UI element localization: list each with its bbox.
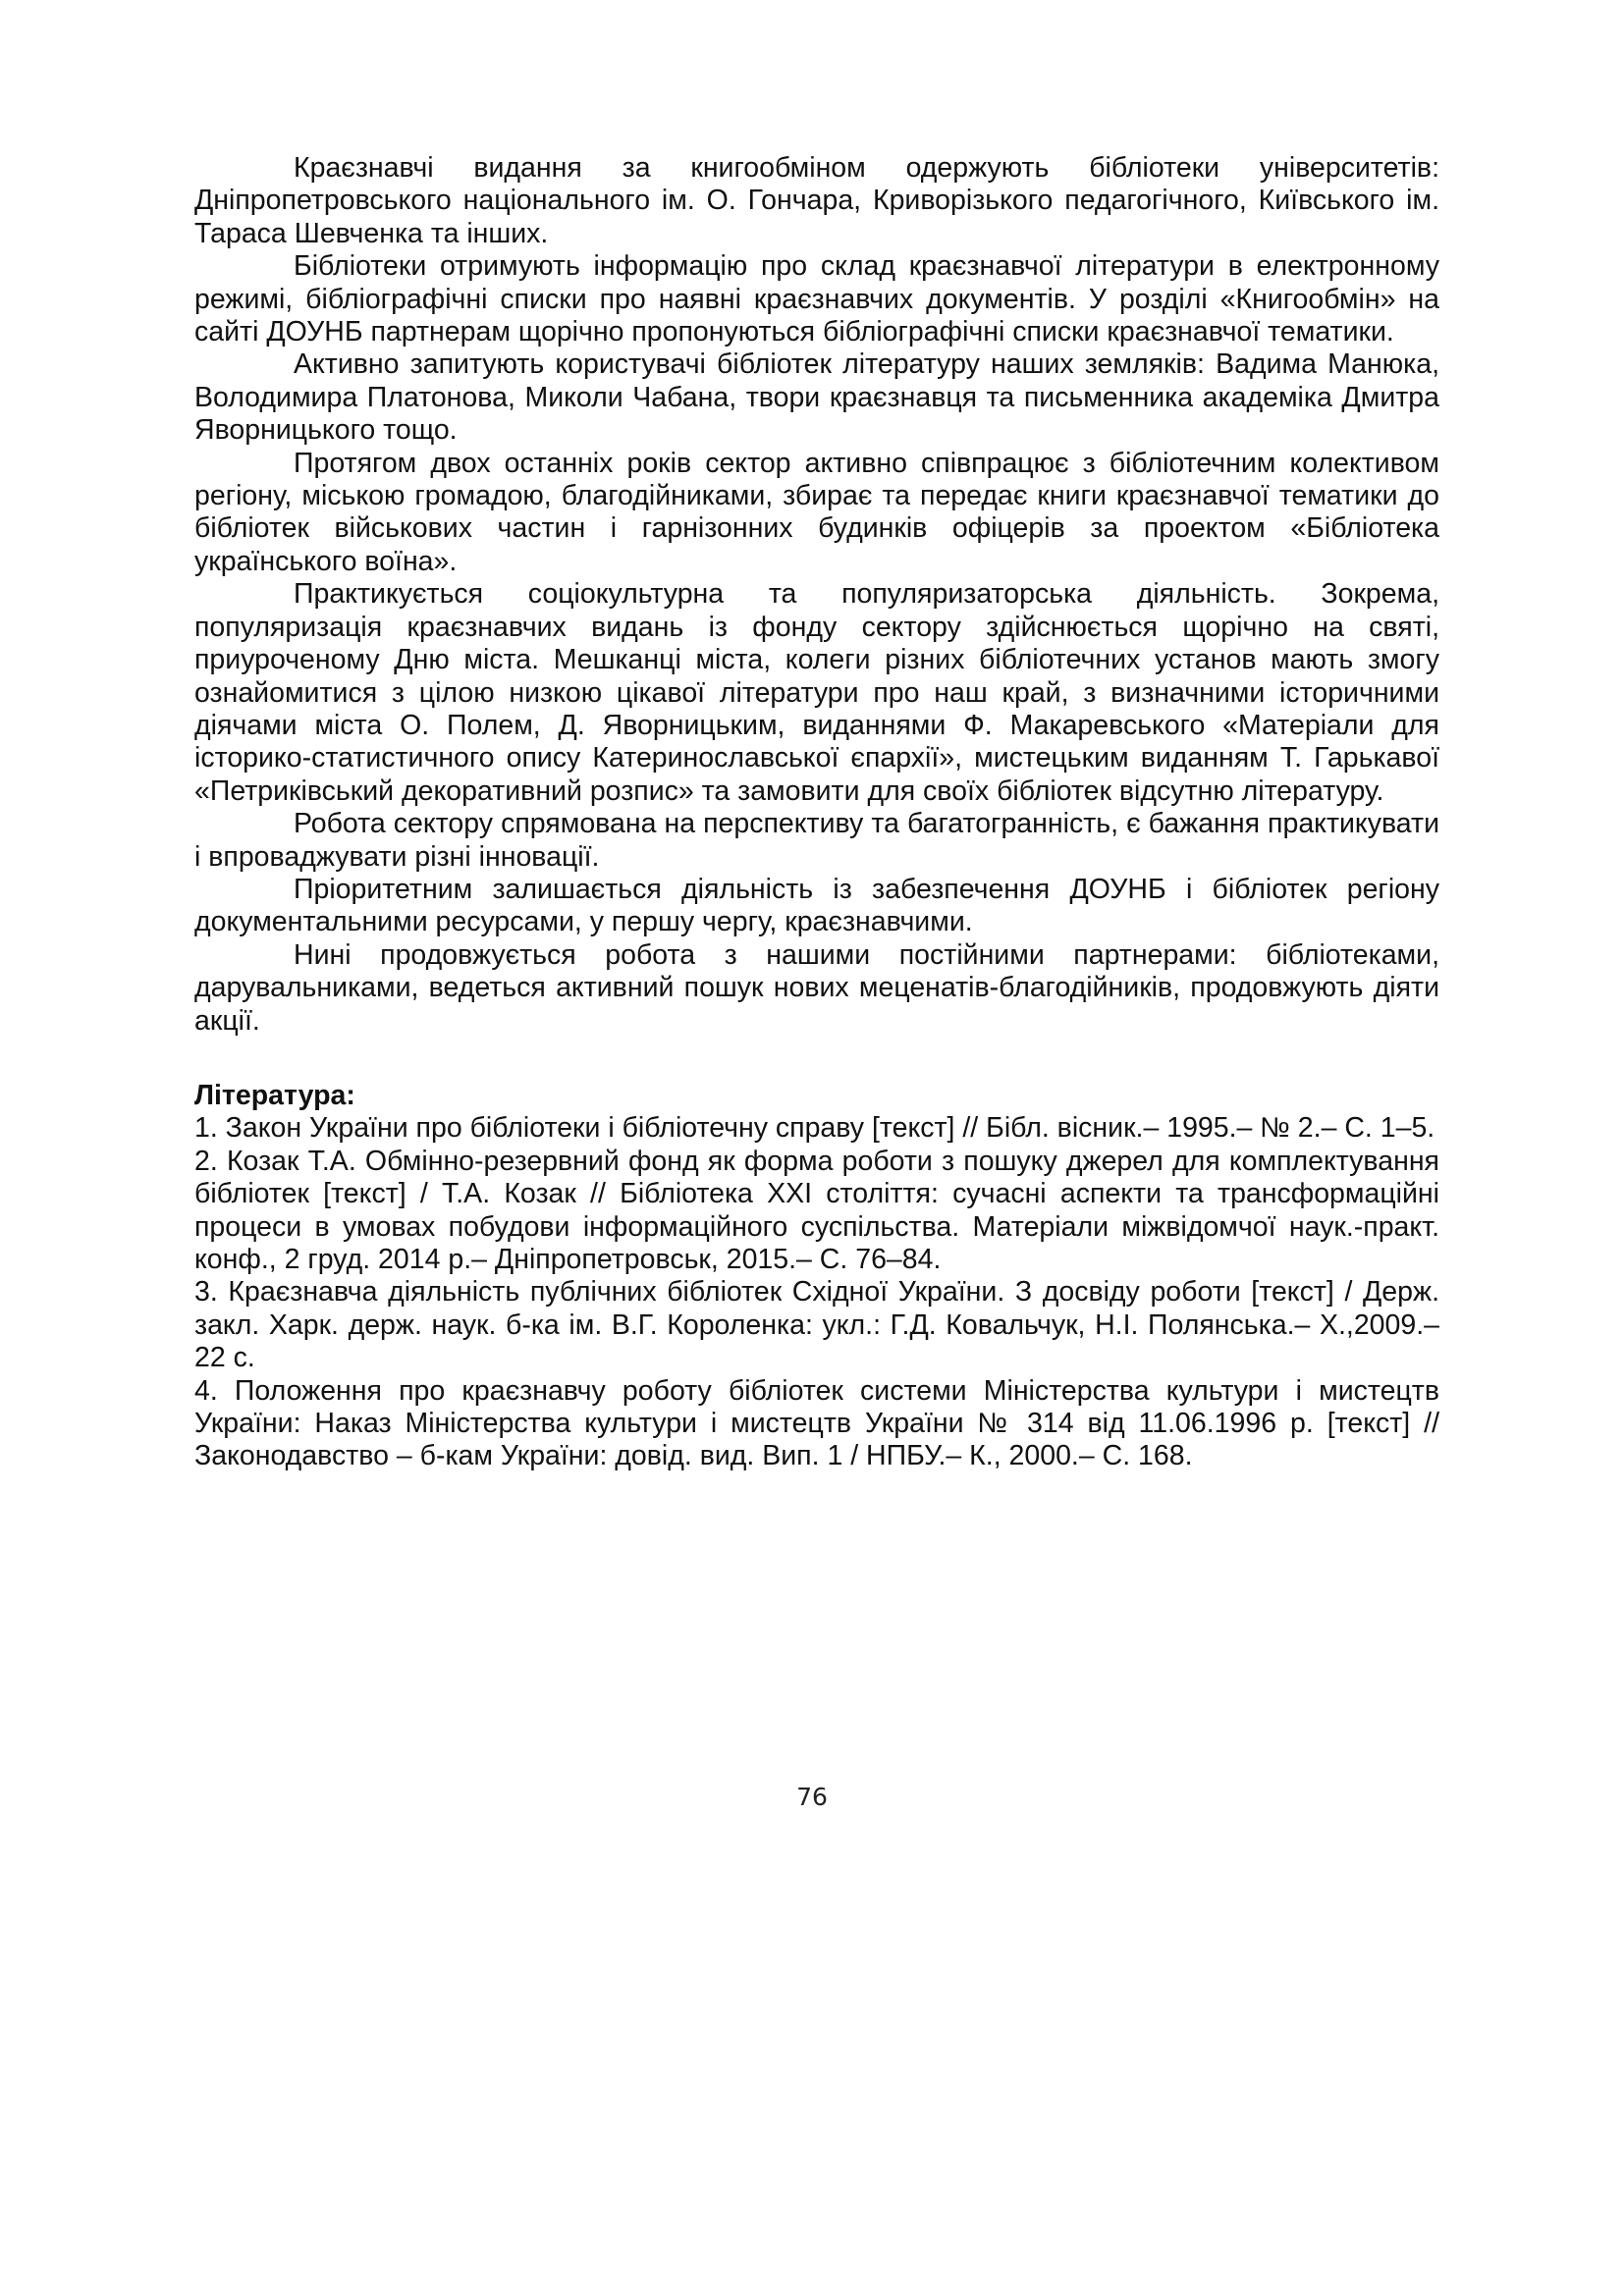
body-paragraph: Робота сектору спрямована на перспективу та багатогранність, є бажання практикувати і впроваджувати різні інновації.: [194, 808, 1439, 873]
reference-item: 3. Краєзнавча діяльність публічних бібліотек Східної України. З досвіду роботи [текст] / Держ. закл. Харк. держ. наук. б-ка ім. В.Г. Короленка: укл.: Г.Д. Ковальчук, Н.І. Полянська.– Х.,2009.– 22 с.: [194, 1276, 1439, 1374]
reference-item: 1. Закон України про бібліотеки і бібліотечну справу [текст] // Бібл. вісник.– 1995.– № 2.– С. 1–5.: [194, 1112, 1435, 1145]
page-content: [194, 152, 1439, 1473]
reference-item: 4. Положення про краєзнавчу роботу бібліотек системи Міністерства культури і мистецтв України: Наказ Міністерства культури і мистецтв України № 314 від 11.06.1996 р. [текст] // Законодавство – б-кам України: довід. вид. Вип. 1 / НПБУ.– К., 2000.– С. 168.: [194, 1374, 1439, 1472]
body-paragraph: Краєзнавчі видання за книгообміном одержують бібліотеки університетів: Дніпропетровського національного ім. О. Гончара, Криворізького педагогічного, Київського ім. Тараса Шевченка та інших.: [194, 152, 1439, 249]
references-heading: Література:: [194, 1079, 355, 1111]
body-paragraph: Бібліотеки отримують інформацію про склад краєзнавчої літератури в електронному режимі, бібліографічні списки про наявні краєзнавчих документів. У розділі «Книгообмін» на сайті ДОУНБ партнерам щорічно пропонуються бібліографічні списки краєзнавчої тематики.: [194, 250, 1439, 348]
page-number: 76: [796, 1783, 828, 1811]
body-paragraph: Протягом двох останніх років сектор активно співпрацює з бібліотечним колективом регіону, міською громадою, благодійниками, збирає та передає книги краєзнавчої тематики до бібліотек військових частин і гарнізонних будинків офіцерів за проектом «Бібліотека українського воїна».: [194, 447, 1439, 577]
reference-item: 2. Козак Т.А. Обмінно-резервний фонд як форма роботи з пошуку джерел для комплектування бібліотек [текст] / Т.А. Козак // Бібліотека XXI століття: сучасні аспекти та трансформаційні процеси в умовах побудови інформаційного суспільства. Матеріали міжвідомчої наук.-практ. конф., 2 груд. 2014 р.– Дніпропетровськ, 2015.– С. 76–84.: [194, 1145, 1439, 1275]
references-list: [194, 1112, 1439, 1472]
body-paragraph: Практикується соціокультурна та популяризаторська діяльність. Зокрема, популяризація краєзнавчих видань із фонду сектору здійснюється щорічно на святі, приуроченому Дню міста. Мешканці міста, колеги різних бібліотечних установ мають змогу ознайомитися з цілою низкою цікавої літератури про наш край, з визначними історичними діячами міста О. Полем, Д. Яворницьким, виданнями Ф. Макаревського «Матеріали для історико-статистичного опису Катеринославської єпархії», мистецьким виданням Т. Гарькавої «Петриківський декоративний розпис» та замовити для своїх бібліотек відсутню літературу.: [194, 578, 1439, 807]
body-paragraph: Пріоритетним залишається діяльність із забезпечення ДОУНБ і бібліотек регіону документальними ресурсами, у першу чергу, краєзнавчими.: [194, 873, 1439, 938]
body-paragraph: Нині продовжується робота з нашими постійними партнерами: бібліотеками, дарувальниками, ведеться активний пошук нових меценатів-благодійників, продовжують діяти акції.: [194, 938, 1439, 1037]
body-paragraph: Активно запитують користувачі бібліотек літературу наших земляків: Вадима Манюка, Володимира Платонова, Миколи Чабана, твори краєзнавця та письменника академіка Дмитра Яворницького тощо.: [194, 348, 1439, 447]
